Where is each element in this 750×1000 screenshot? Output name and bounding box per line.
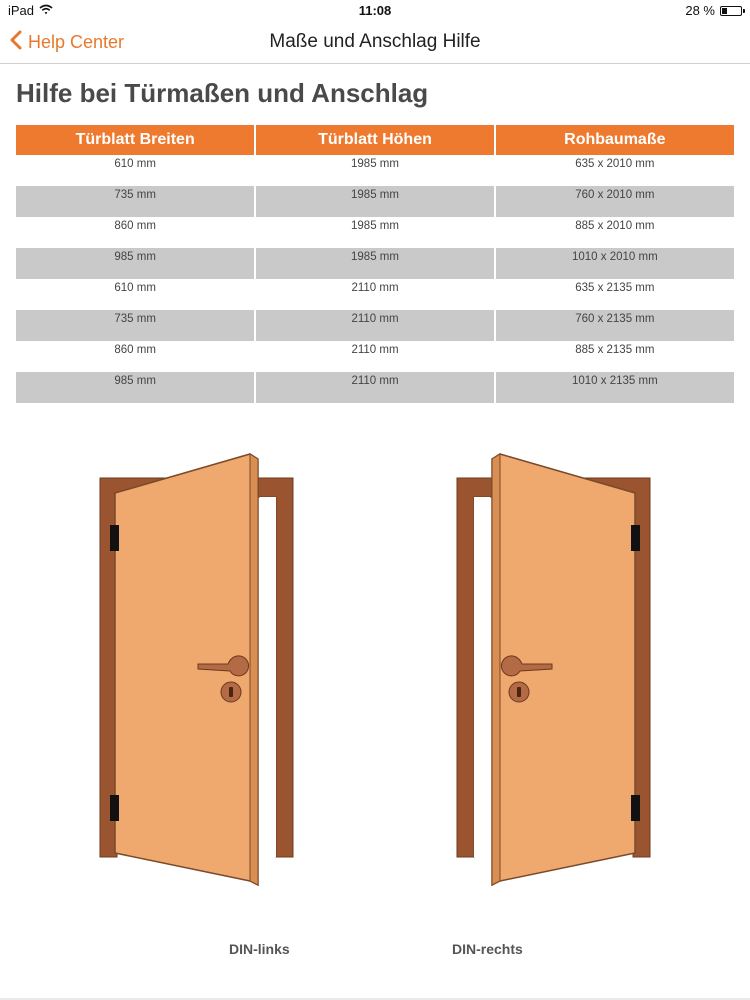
cell-width: 985 mm	[16, 248, 255, 279]
cell-width: 860 mm	[16, 341, 255, 372]
nav-title: Maße und Anschlag Hilfe	[269, 31, 481, 52]
table-row	[16, 310, 734, 341]
cell-height: 2110 mm	[255, 279, 494, 310]
cell-height: 2110 mm	[255, 341, 494, 372]
cell-height: 2110 mm	[255, 372, 494, 403]
battery-percent: 28 %	[685, 3, 715, 18]
door-din-links-illustration	[90, 445, 305, 895]
table-row	[16, 372, 734, 403]
cell-width: 610 mm	[16, 155, 255, 186]
cell-rough-opening: 885 x 2010 mm	[495, 217, 734, 248]
door-label-din-rechts: DIN-rechts	[452, 941, 523, 957]
cell-rough-opening: 1010 x 2010 mm	[495, 248, 734, 279]
table-row	[16, 217, 734, 248]
cell-height: 1985 mm	[255, 155, 494, 186]
cell-height: 1985 mm	[255, 217, 494, 248]
device-name: iPad	[8, 3, 35, 18]
table-row	[16, 341, 734, 372]
table-row	[16, 279, 734, 310]
cell-width: 735 mm	[16, 186, 255, 217]
table-row	[16, 186, 734, 217]
cell-rough-opening: 635 x 2010 mm	[495, 155, 734, 186]
door-label-din-links: DIN-links	[229, 941, 290, 957]
status-right	[685, 3, 742, 18]
cell-height: 1985 mm	[255, 248, 494, 279]
cell-width: 610 mm	[16, 279, 255, 310]
navigation-bar	[0, 22, 750, 64]
cell-height: 2110 mm	[255, 310, 494, 341]
page-title: Hilfe bei Türmaßen und Anschlag	[16, 78, 429, 108]
column-header-rough-opening: Rohbaumaße	[495, 125, 734, 155]
table-row	[16, 248, 734, 279]
cell-rough-opening: 760 x 2135 mm	[495, 310, 734, 341]
column-header-width: Türblatt Breiten	[16, 125, 255, 155]
cell-width: 985 mm	[16, 372, 255, 403]
battery-level	[722, 8, 727, 14]
cell-rough-opening: 760 x 2010 mm	[495, 186, 734, 217]
column-header-height: Türblatt Höhen	[255, 125, 494, 155]
door-din-rechts-illustration	[445, 445, 660, 895]
cell-rough-opening: 635 x 2135 mm	[495, 279, 734, 310]
door-size-table	[16, 125, 734, 403]
battery-icon	[720, 6, 742, 16]
cell-rough-opening: 885 x 2135 mm	[495, 341, 734, 372]
clock: 11:08	[358, 3, 392, 18]
status-bar	[0, 0, 750, 22]
back-button-label: Help Center	[28, 32, 125, 52]
cell-width: 735 mm	[16, 310, 255, 341]
cell-height: 1985 mm	[255, 186, 494, 217]
table-row	[16, 155, 734, 186]
cell-rough-opening: 1010 x 2135 mm	[495, 372, 734, 403]
cell-width: 860 mm	[16, 217, 255, 248]
table-header-row	[16, 125, 734, 155]
